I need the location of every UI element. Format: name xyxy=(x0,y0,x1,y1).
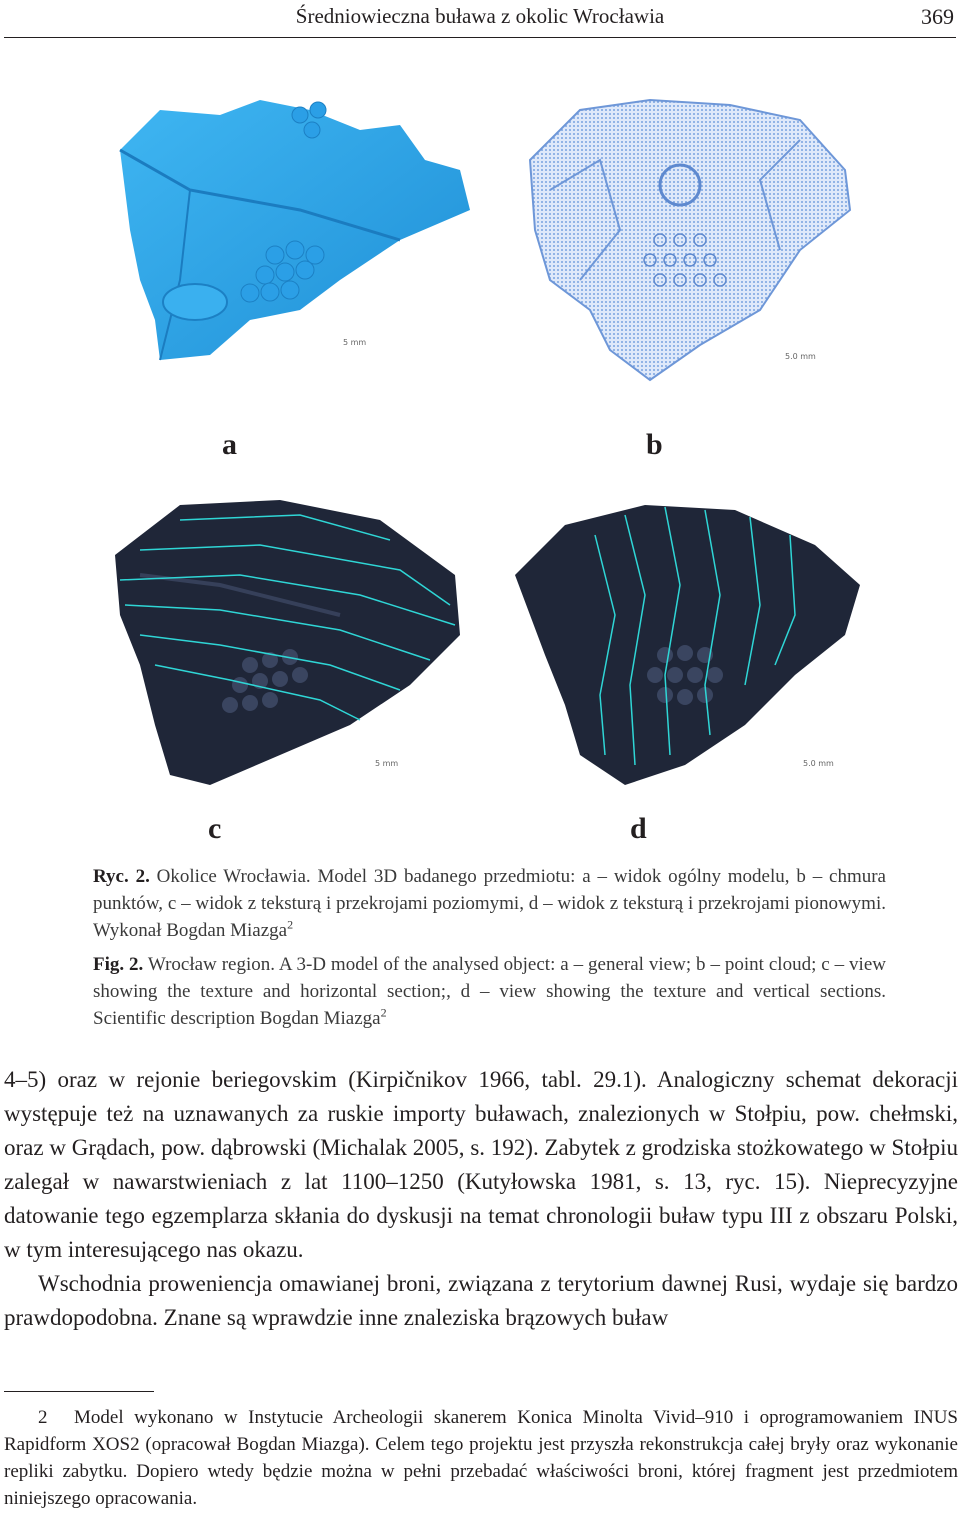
header-rule xyxy=(4,37,956,38)
caption-footnote-ref-pl: 2 xyxy=(287,917,294,932)
scale-bar-a: 5 mm xyxy=(343,338,367,347)
caption-footnote-ref-en: 2 xyxy=(380,1005,387,1020)
figure-caption-english xyxy=(93,951,886,1032)
figure-panel-c xyxy=(100,495,480,795)
footnote xyxy=(4,1404,958,1512)
figure-panel-a xyxy=(100,80,500,380)
scale-bar-d: 5.0 mm xyxy=(803,759,834,768)
figure-caption-polish xyxy=(93,863,886,944)
texture-horizontal-section-image xyxy=(100,495,480,795)
texture-vertical-section-image xyxy=(505,495,865,795)
panel-label-a: a xyxy=(222,428,237,461)
caption-label-pl: Ryc. 2. xyxy=(93,866,150,887)
footnote-text: Model wykonano w Instytucie Archeologii skanerem Konica Minolta Vivid–910 i oprogramowaniem INUS Rapidform XOS2 (opracował Bogdan Miazga). Celem tego projektu jest przyszła rekonstrukcja całej bryły oraz wykonanie repliki zabytku. Dopiero wtedy będzie można w pełni przebadać właściwości broni, której fragment jest przedmiotem niniejszego opracowania. xyxy=(4,1407,958,1509)
figure-panel-d xyxy=(505,495,865,795)
caption-text-pl: Okolice Wrocławia. Model 3D badanego przedmiotu: a – widok ogólny modelu, b – chmura punktów, c – widok z teksturą i przekrojami poziomymi, d – widok z teksturą i przekrojami pionowymi. Wykonał Bogdan Miazga xyxy=(93,866,886,941)
paragraph-1: 4–5) oraz w rejonie beriegovskim (Kirpičnikov 1966, tabl. 29.1). Analogiczny schemat dekoracji występuje też na uznawanych za ruskie importy buławach, znalezionych w Stołpiu, pow. chełmski, oraz w Grądach, pow. dąbrowski (Michalak 2005, s. 192). Zabytek z grodziska stożkowatego w Stołpiu zalegał w nawarstwieniach z lat 1100–1250 (Kutyłowska 1981, s. 13, ryc. 15). Nieprecyzyjne datowanie tego egzemplarza skłania do dyskusji na temat chronologii buław typu III z obszaru Polski, w tym interesującego nas okazu. xyxy=(4,1067,958,1262)
caption-label-en: Fig. 2. xyxy=(93,954,144,975)
point-cloud-image xyxy=(500,80,860,390)
scale-bar-c: 5 mm xyxy=(375,759,399,768)
model-3d-image xyxy=(100,80,500,380)
running-title: Średniowieczna buława z okolic Wrocławia xyxy=(295,4,665,28)
panel-label-c: c xyxy=(208,812,222,845)
footnote-number: 2 xyxy=(38,1407,48,1428)
caption-text-en: Wrocław region. A 3-D model of the analysed object: a – general view; b – point cloud; c – view showing the texture and horizontal section;, d – view showing the texture and vertical sections. Scientific description Bogdan Miazga xyxy=(93,954,886,1029)
footnote-rule xyxy=(4,1391,154,1392)
body-text xyxy=(4,1063,958,1335)
running-header xyxy=(0,0,960,38)
panel-label-d: d xyxy=(630,812,647,845)
scale-bar-b: 5.0 mm xyxy=(785,352,816,361)
paragraph-2: Wschodnia proweniencja omawianej broni, związana z terytorium dawnej Rusi, wydaje się bardzo prawdopodobna. Znane są wprawdzie inne znaleziska brązowych buław xyxy=(4,1271,958,1330)
panel-label-b: b xyxy=(646,428,663,461)
figure-panel-b xyxy=(500,80,860,390)
page-number: 369 xyxy=(921,4,954,29)
